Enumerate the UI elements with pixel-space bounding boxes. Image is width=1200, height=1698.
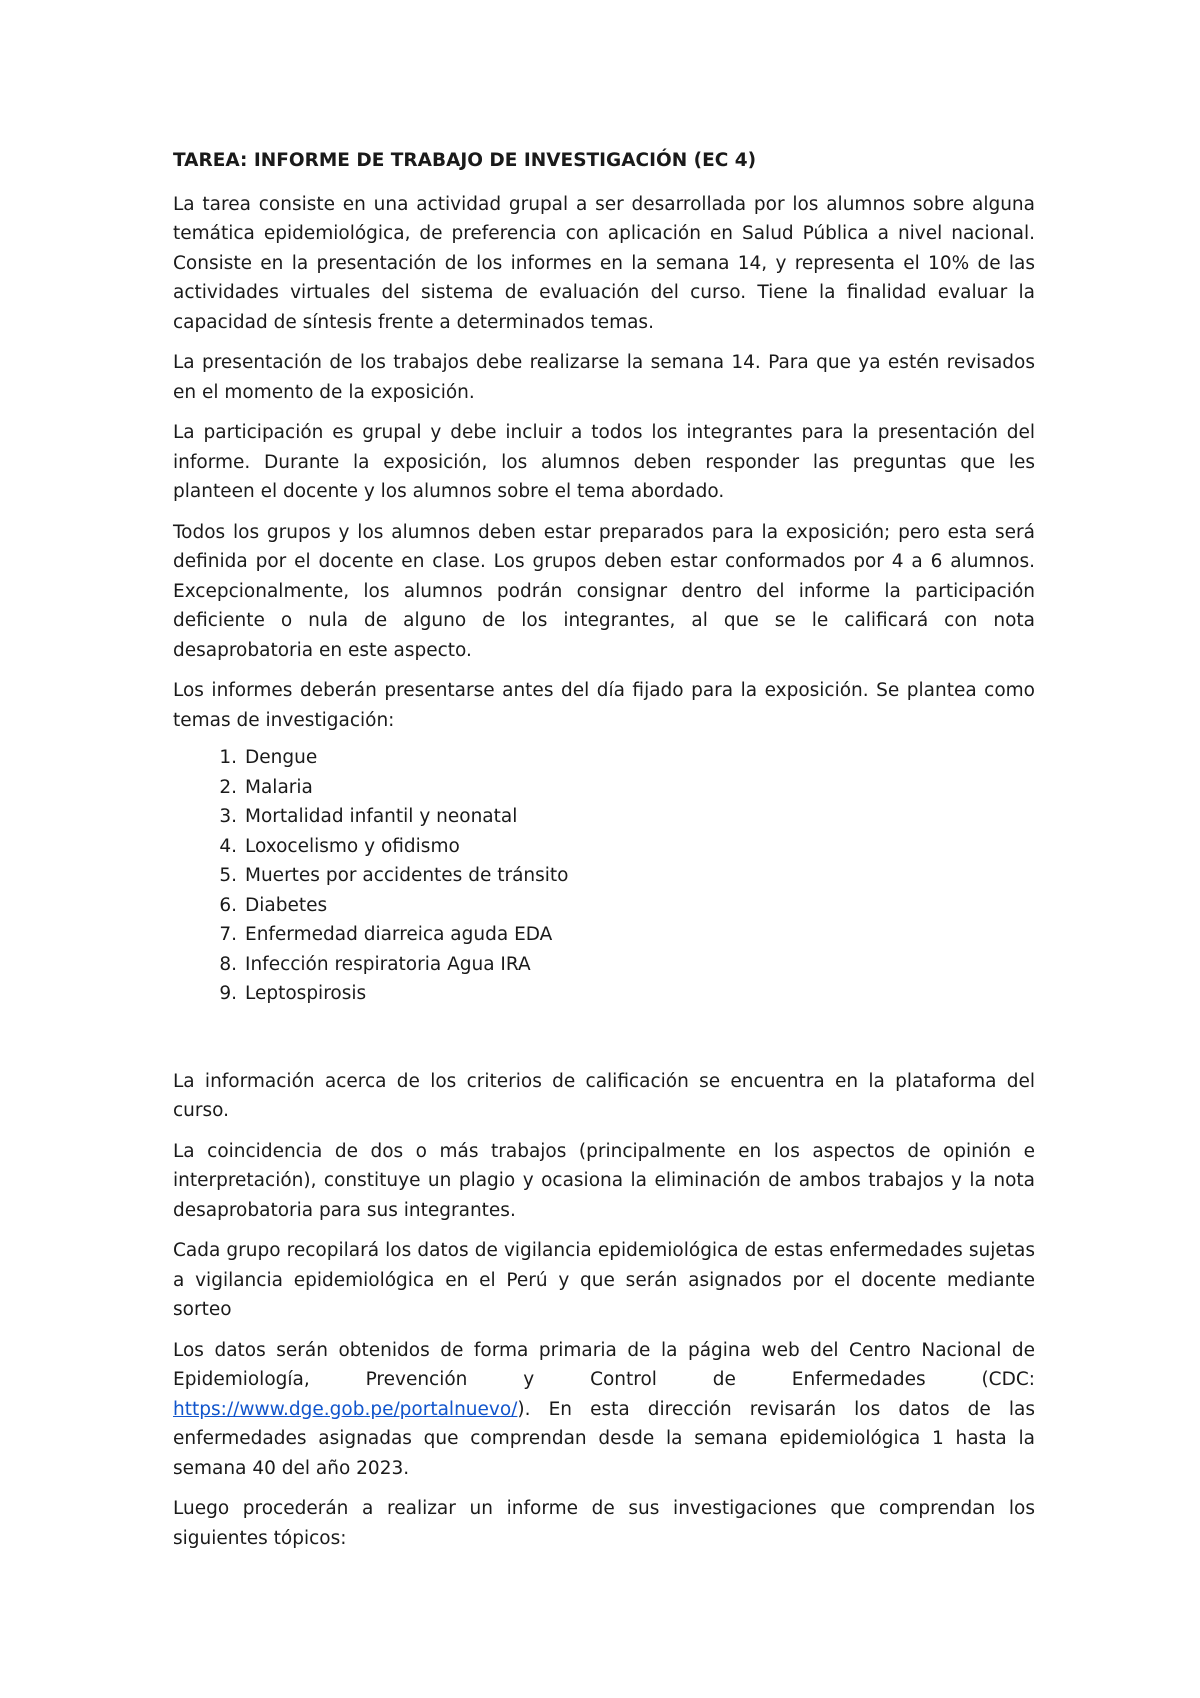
paragraph-presentation-week: La presentación de los trabajos debe realizarse la semana 14. Para que ya estén revisados en el momento de la exposición. bbox=[173, 352, 1035, 403]
list-item-label: Infección respiratoria Agua IRA bbox=[245, 953, 531, 975]
list-item-label: Mortalidad infantil y neonatal bbox=[245, 806, 518, 827]
list-item-label: Diabetes bbox=[245, 894, 328, 916]
list-number: 5. bbox=[219, 865, 237, 886]
paragraph-data-collection: Cada grupo recopilará los datos de vigilancia epidemiológica de estas enfermedades sujetas a vigilancia epidemiológica en el Perú y que serán asignados por el docente mediante sorteo bbox=[173, 1240, 1035, 1320]
paragraph-data-source bbox=[173, 1336, 1035, 1484]
list-item-label: Malaria bbox=[245, 776, 313, 798]
list-number: 8. bbox=[219, 953, 237, 975]
list-item bbox=[173, 802, 1035, 832]
list-item bbox=[173, 832, 1035, 862]
list-item bbox=[173, 861, 1035, 891]
document-page bbox=[173, 146, 1035, 1564]
list-item bbox=[173, 743, 1035, 773]
list-item-label: Loxocelismo y ofidismo bbox=[245, 835, 460, 857]
list-item-label: Enfermedad diarreica aguda EDA bbox=[245, 924, 553, 945]
list-item-label: Muertes por accidentes de tránsito bbox=[245, 865, 569, 886]
list-item bbox=[173, 979, 1035, 1009]
paragraph-grading-criteria: La información acerca de los criterios de calificación se encuentra en la plataforma del curso. bbox=[173, 1070, 1035, 1121]
list-item bbox=[173, 950, 1035, 980]
list-item-label: Leptospirosis bbox=[245, 983, 367, 1004]
paragraph-group-participation: La participación es grupal y debe incluir a todos los integrantes para la presentación del informe. Durante la exposición, los alumnos deben responder las preguntas que les planteen el docente y los alumnos sobre el tema abordado. bbox=[173, 422, 1035, 502]
list-number: 9. bbox=[219, 983, 237, 1004]
paragraph-group-preparation: Todos los grupos y los alumnos deben estar preparados para la exposición; pero esta será definida por el docente en clase. Los grupos deben estar conformados por 4 a 6 alumnos. Excepcionalmente, los alumnos podrán consignar dentro del informe la participación deficiente o nula de alguno de los integrantes, al que se le calificará con nota desaprobatoria en este aspecto. bbox=[173, 521, 1035, 661]
paragraph-report-topics: Luego procederán a realizar un informe de sus investigaciones que comprendan los siguientes tópicos: bbox=[173, 1498, 1035, 1549]
list-item-label: Dengue bbox=[245, 747, 318, 768]
list-number: 4. bbox=[219, 835, 237, 857]
paragraph-plagiarism: La coincidencia de dos o más trabajos (principalmente en los aspectos de opinión e interpretación), constituye un plagio y ocasiona la eliminación de ambos trabajos y la nota desaprobatoria para sus integrantes. bbox=[173, 1140, 1035, 1221]
list-number: 7. bbox=[219, 924, 237, 945]
list-item bbox=[173, 891, 1035, 921]
topics-list bbox=[173, 743, 1035, 1009]
list-item bbox=[173, 773, 1035, 803]
list-number: 3. bbox=[219, 806, 237, 827]
list-number: 6. bbox=[219, 894, 237, 916]
paragraph-topics-intro: Los informes deberán presentarse antes del día fijado para la exposición. Se plantea como temas de investigación: bbox=[173, 680, 1035, 731]
paragraph-task-description: La tarea consiste en una actividad grupal a ser desarrollada por los alumnos sobre alguna temática epidemiológica, de preferencia con aplicación en Salud Pública a nivel nacional. Consiste en la presentación de los informes en la semana 14, y representa el 10% de las actividades virtuales del sistema de evaluación del curso. Tiene la finalidad evaluar la capacidad de síntesis frente a determinados temas. bbox=[173, 193, 1035, 333]
data-source-text-continued: ). En esta dirección revisarán los datos de las enfermedades asignadas que comprendan desde la semana epidemiológica 1 hasta la semana 40 del año 2023. bbox=[173, 1398, 1035, 1479]
list-number: 2. bbox=[219, 776, 237, 798]
document-title: TAREA: INFORME DE TRABAJO DE INVESTIGACIÓN (EC 4) bbox=[173, 150, 757, 171]
data-source-text: Los datos serán obtenidos de forma primaria de la página web del Centro Nacional de Epidemiología, Prevención y Control de Enfermedades (CDC: bbox=[173, 1339, 1035, 1390]
list-number: 1. bbox=[219, 747, 237, 768]
list-item bbox=[173, 920, 1035, 950]
cdc-link[interactable]: https://www.dge.gob.pe/portalnuevo/ bbox=[173, 1398, 518, 1420]
